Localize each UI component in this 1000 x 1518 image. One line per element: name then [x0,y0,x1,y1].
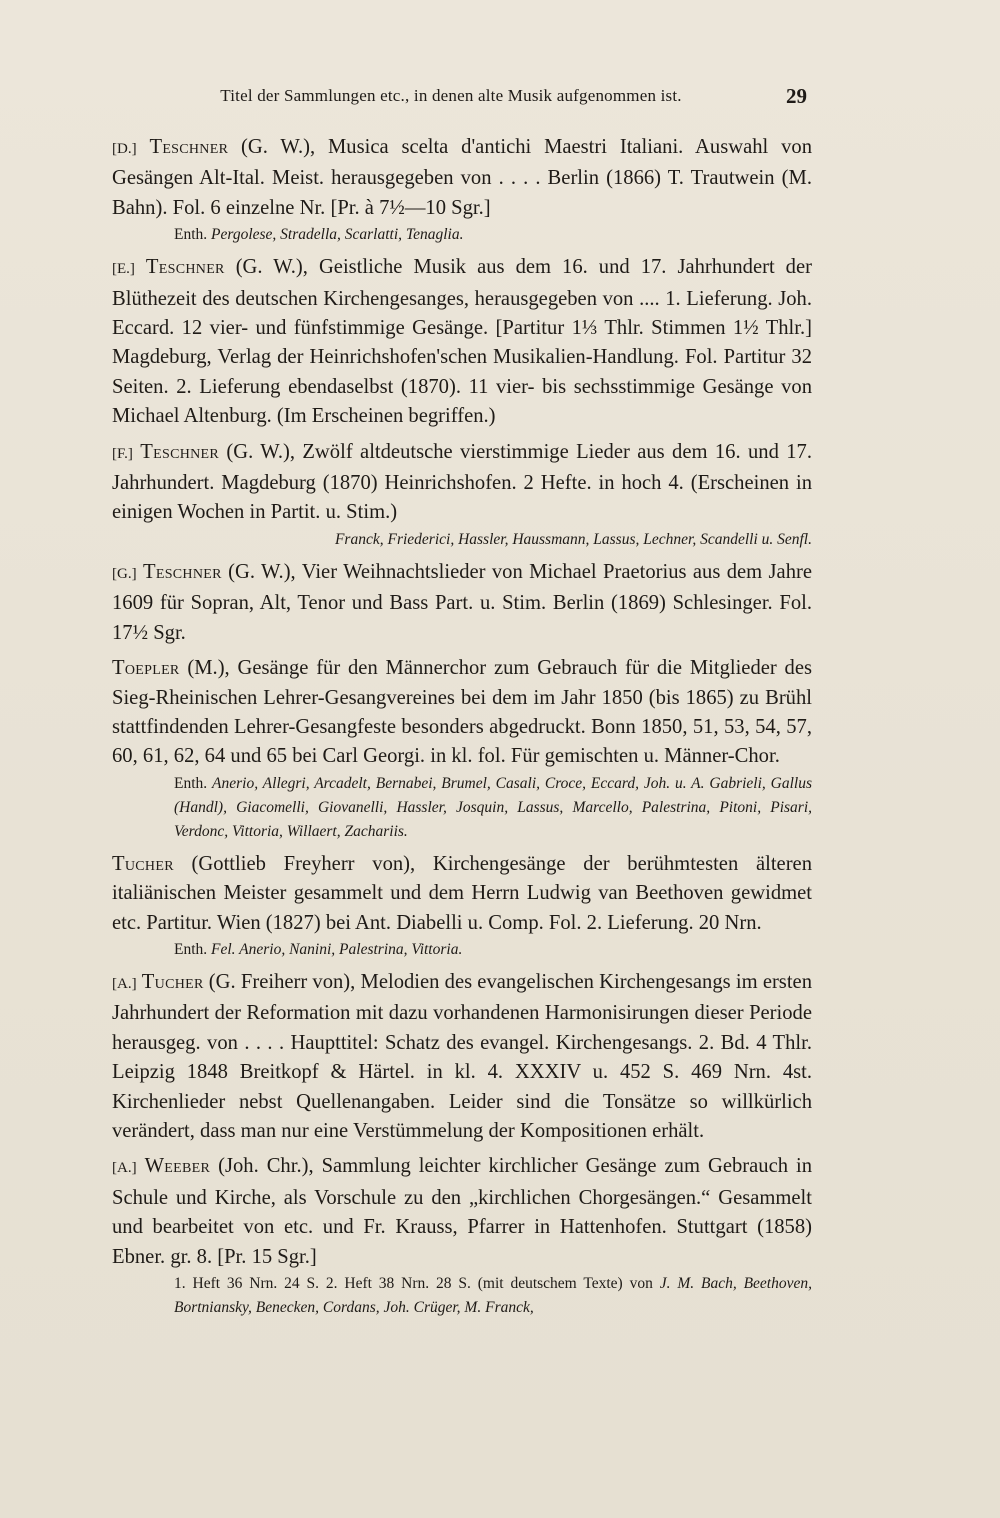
entry-contents [112,772,812,844]
entry-text: (Joh. Chr.), Sammlung leichter kirchlicher Gesänge zum Gebrauch in Schule und Kirche, als Vorschule zu den „kirchlichen Chorgesängen.“ Gesammelt und bearbeitet von etc. und Fr. Krauss, Pfarrer in Hattenhofen. Stuttgart (1858) Ebner. gr. 8. [Pr. 15 Sgr.] [112,1155,812,1268]
entry-text: (Gottlieb Freyherr von), Kirchengesänge der berühmtesten älteren italiänischen Meister gesammelt und dem Herrn Ludwig van Beethoven gewidmet etc. Partitur. Wien (1827) bei Ant. Diabelli u. Comp. Fol. 2. Lieferung. 20 Nrn. [112,852,812,934]
entry-author: Weeber [144,1155,211,1178]
entry-body [112,850,812,938]
entry-body [112,558,812,648]
entry-marker: [E.] [112,261,135,278]
contents-label: Enth. [174,226,208,244]
entry-text: (G. W.), Vier Weihnachtslieder von Michael Praetorius aus dem Jahre 1609 für Sopran, Alt, Tenor und Bass Part. u. Stim. Berlin (1869) Schlesinger. Fol. 17½ Sgr. [112,560,812,644]
entry-body [112,654,812,772]
contents-label: 1. Heft 36 Nrn. 24 S. 2. Heft 38 Nrn. 28 S. (mit deutschem Texte) von [174,1275,653,1292]
entry-marker: [D.] [112,141,137,157]
bibliography-entry [112,1152,812,1320]
contents-names: J. M. Bach, Beethoven, Bortniansky, Benecken, Cordans, Joh. Crüger, M. Franck, [174,1275,813,1316]
entry-body [112,133,812,223]
bibliography-entry [112,968,812,1146]
entry-author: Teschner [140,440,220,463]
page-number: 29 [786,84,807,108]
entry-text: (M.), Gesänge für den Männerchor zum Gebrauch für die Mitglieder des Sieg-Rheinischen Lehrer-Gesangvereines bei dem im Jahr 1850 (bis 1865) zu Brühl stattfindenden Lehrer-Gesangfeste besonders abgedruckt. Bonn 1850, 51, 53, 54, 57, 60, 61, 62, 64 und 65 bei Carl Georgi. in kl. fol. Für gemischten u. Männer-Chor. [112,657,812,768]
entry-author: Teschner [145,256,225,279]
entry-body [112,968,812,1146]
contents-names: Fel. Anerio, Nanini, Palestrina, Vittoria. [211,940,463,958]
entry-marker: [G.] [112,565,137,582]
bibliography-entries [112,133,812,1326]
running-title: Titel der Sammlungen etc., in denen alte Musik aufgenommen ist. [220,86,682,105]
bibliography-entry [112,654,812,844]
entry-body [112,1152,812,1272]
entry-contents [112,938,812,962]
entry-author: Teschner [142,560,222,583]
entry-marker: [F.] [112,445,133,462]
entry-author: Tucher [112,852,174,875]
contents-names: Franck, Friederici, Hassler, Haussmann, Lassus, Lechner, Scandelli u. Senfl. [334,530,812,548]
entry-author: Teschner [149,136,229,158]
entry-contents [112,528,812,552]
contents-names: Anerio, Allegri, Arcadelt, Bernabei, Brumel, Casali, Croce, Eccard, Joh. u. A. Gabrieli, Gallus (Handl), Giacomelli, Giovanelli, Hassler, Josquin, Lassus, Marcello, Palestrina, Pitoni, Pisari, Verdonc, Vittoria, Willaert, Zachariis. [174,774,812,840]
contents-names: Pergolese, Stradella, Scarlatti, Tenaglia. [211,226,464,244]
bibliography-entry [112,133,812,247]
bibliography-entry [112,253,812,431]
bibliography-entry [112,558,812,648]
bibliography-entry [112,438,812,552]
entry-text: (G. W.), Musica scelta d'antichi Maestri Italiani. Auswahl von Gesängen Alt-Ital. Meist. herausgegeben von . . . . Berlin (1866) T. Trautwein (M. Bahn). Fol. 6 einzelne Nr. [Pr. à 7½—10 Sgr.] [112,136,812,219]
entry-author: Toepler [112,657,180,680]
entry-body [112,253,812,431]
entry-author: Tucher [141,970,204,993]
entry-contents [112,223,812,247]
bibliography-entry [112,850,812,962]
entry-contents [112,1272,812,1320]
entry-text: (G. W.), Geistliche Musik aus dem 16. und 17. Jahrhundert der Blüthezeit des deutschen Kirchengesanges, herausgegeben von .... 1. Lieferung. Joh. Eccard. 12 vier- und fünfstimmige Gesänge. [Partitur 1⅓ Thlr. Stimmen 1½ Thlr.] Magdeburg, Verlag der Heinrichshofen'schen Musikalien-Handlung. Fol. Partitur 32 Seiten. 2. Lieferung ebendaselbst (1870). 11 vier- bis sechsstimmige Gesänge von Michael Altenburg. (Im Erscheinen begriffen.) [112,256,812,428]
entry-body [112,438,812,528]
entry-text: (G. Freiherr von), Melodien des evangelischen Kirchengesangs im ersten Jahrhundert der Reformation mit dazu vorhandenen Harmonisirungen dieser Periode herausgeg. von . . . . Haupttitel: Schatz des evangel. Kirchengesangs. 2. Bd. 4 Thlr. Leipzig 1848 Breitkopf & Härtel. in kl. 4. XXXIV u. 452 S. 469 Nrn. 4st. Kirchenlieder nebst Quellenangaben. Leider sind die Tonsätze so willkürlich verändert, dass man nur eine Verstümmelung der Kompositionen erhält. [112,970,812,1142]
contents-label: Enth. [174,774,208,792]
entry-marker: [A.] [112,1160,137,1177]
contents-label: Enth. [174,940,208,958]
entry-marker: [A.] [112,975,137,992]
entry-text: (G. W.), Zwölf altdeutsche vierstimmige Lieder aus dem 16. und 17. Jahrhundert. Magdeburg (1870) Heinrichshofen. 2 Hefte. in hoch 4. (Erscheinen in einigen Wochen in Partit. u. Stim.) [112,440,812,524]
